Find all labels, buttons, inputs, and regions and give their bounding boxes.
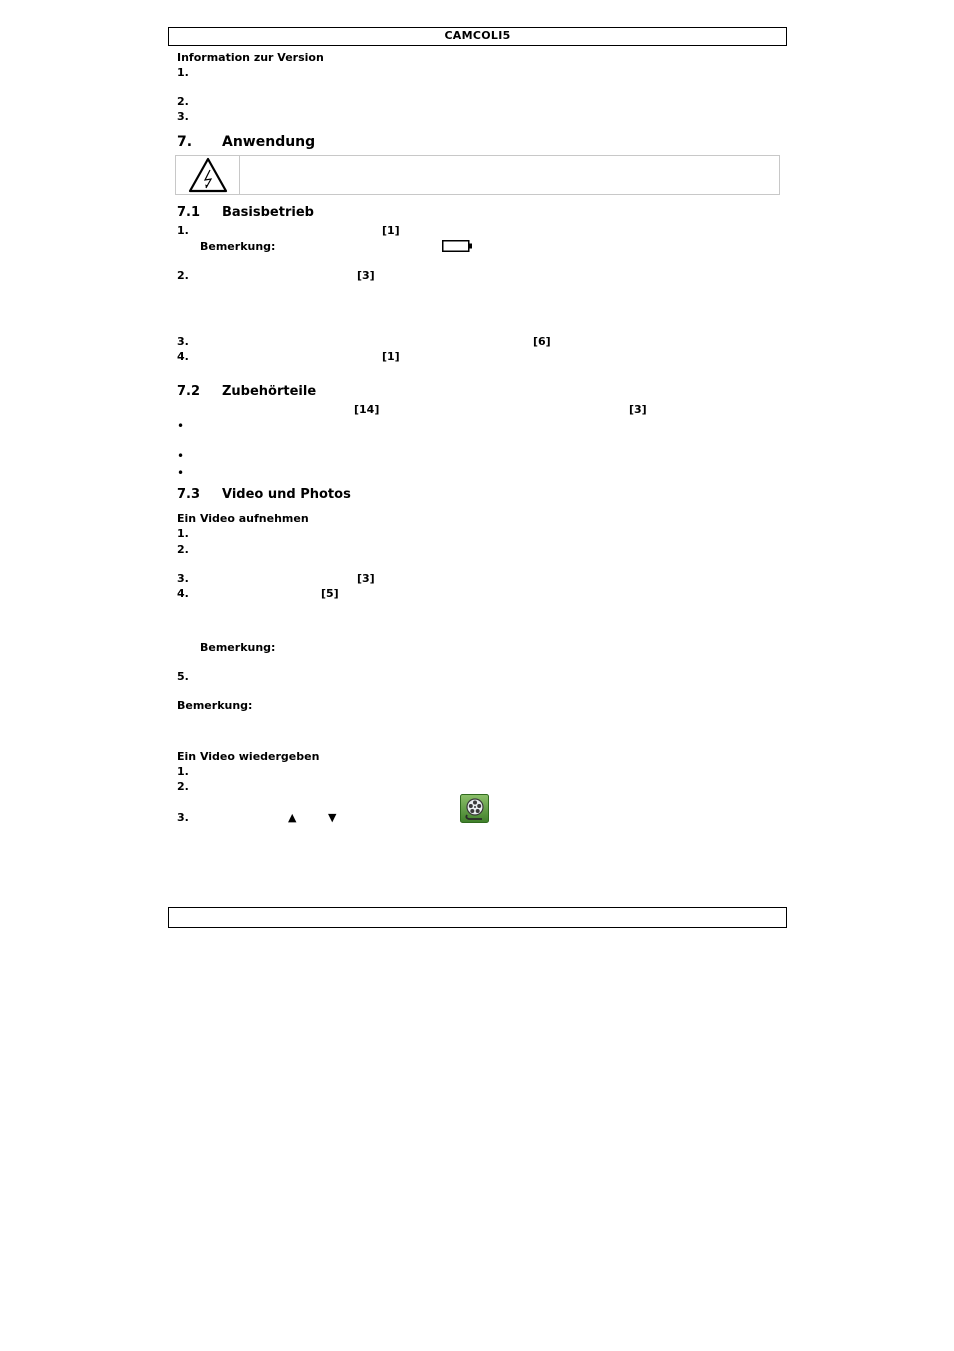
record-note-indented: Bemerkung: (200, 641, 276, 654)
s72-ref-1: [14] (354, 403, 380, 416)
section-7-3-number: 7.3 (177, 487, 201, 502)
version-step-1: 1. (177, 66, 189, 79)
high-voltage-warning-icon (188, 157, 228, 193)
record-step-4: 4. (177, 587, 189, 600)
s71-ref-4: [1] (382, 350, 400, 363)
s72-bullet-3: • (177, 466, 185, 480)
s72-bullet-1: • (177, 419, 185, 433)
record-step-5: 5. (177, 670, 189, 683)
warning-box (175, 155, 780, 195)
play-step-1: 1. (177, 765, 189, 778)
down-arrow-icon: ▼ (328, 811, 337, 824)
play-step-2: 2. (177, 780, 189, 793)
battery-empty-icon (442, 238, 474, 257)
s71-step-4: 4. (177, 350, 189, 363)
s72-ref-2: [3] (629, 403, 647, 416)
warning-icon-cell (176, 156, 240, 194)
record-step-3: 3. (177, 572, 189, 585)
up-arrow-icon: ▲ (288, 811, 297, 824)
version-step-3: 3. (177, 110, 189, 123)
s71-step-2: 2. (177, 269, 189, 282)
play-video-heading: Ein Video wiedergeben (177, 750, 320, 763)
section-7-number: 7. (177, 134, 193, 150)
version-info-heading: Information zur Version (177, 51, 324, 64)
s71-ref-1: [1] (382, 224, 400, 237)
s71-ref-2: [3] (357, 269, 375, 282)
section-7-1-number: 7.1 (177, 205, 201, 220)
document-title: CAMCOLI5 (444, 29, 511, 42)
record-ref-5: [5] (321, 587, 339, 600)
version-step-2: 2. (177, 95, 189, 108)
record-ref-3: [3] (357, 572, 375, 585)
record-step-2: 2. (177, 543, 189, 556)
section-7-3-title: Video und Photos (222, 487, 351, 502)
film-reel-icon (460, 794, 489, 827)
section-7-2-title: Zubehörteile (222, 384, 317, 399)
s72-bullet-2: • (177, 449, 185, 463)
section-7-2-number: 7.2 (177, 384, 201, 399)
play-step-3: 3. (177, 811, 189, 824)
record-note: Bemerkung: (177, 699, 253, 712)
s71-ref-3: [6] (533, 335, 551, 348)
page-header (168, 27, 787, 46)
record-video-heading: Ein Video aufnehmen (177, 512, 309, 525)
section-7-title: Anwendung (222, 134, 316, 150)
section-7-1-title: Basisbetrieb (222, 205, 314, 220)
s71-step-3: 3. (177, 335, 189, 348)
record-step-1: 1. (177, 527, 189, 540)
s71-note-label: Bemerkung: (200, 240, 276, 253)
s71-step-1: 1. (177, 224, 189, 237)
page-footer (168, 907, 787, 928)
